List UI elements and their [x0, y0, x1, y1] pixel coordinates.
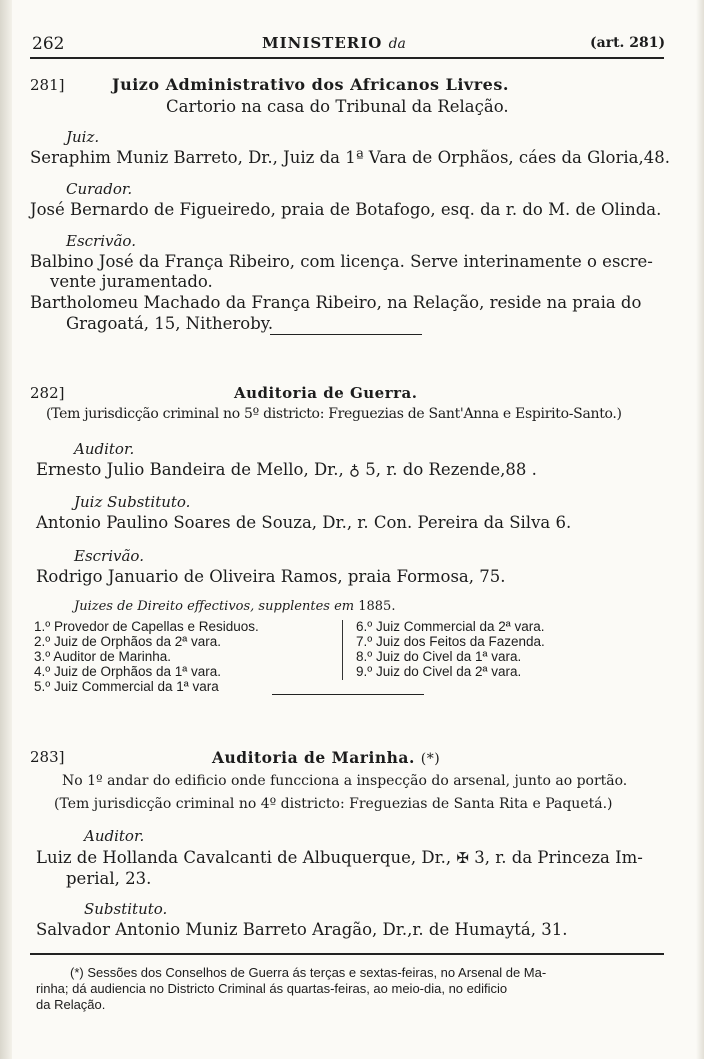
auditor-address-283: 3, r. da Princeza Im- [474, 848, 643, 867]
footnote-marker: (*) [420, 751, 441, 767]
escrivao-entry-2-line-2: Gragoatá, 15, Nitheroby. [66, 314, 274, 333]
role-auditor-label-282: Auditor. [74, 440, 135, 458]
footnote-separator [30, 953, 664, 955]
judges-list-heading [74, 600, 395, 613]
judges-left-item-4: 4.º Juiz de Orphãos da 1ª vara. [34, 664, 222, 679]
escrivao-entry-2-line-1: Bartholomeu Machado da França Ribeiro, na Relação, reside na praia do [30, 293, 642, 312]
judges-left-item-2: 2.º Juiz de Orphãos da 2ª vara. [34, 634, 222, 649]
judges-left-item-1: 1.º Provedor de Capellas e Residuos. [34, 619, 259, 634]
escrivao-entry-282: Rodrigo Januario de Oliveira Ramos, praia Formosa, 75. [36, 567, 506, 586]
header-rule [30, 57, 664, 59]
section-end-rule-281 [270, 334, 422, 335]
auditor-entry-283-line-1 [36, 850, 643, 867]
judges-left-item-5: 5.º Juiz Commercial da 1ª vara [34, 679, 219, 694]
substituto-entry-282: Antonio Paulino Soares de Souza, Dr., r. Con. Pereira da Silva 6. [36, 513, 572, 532]
section-title-282: Auditoria de Guerra. [234, 384, 418, 402]
curador-entry: José Bernardo de Figueiredo, praia de Botafogo, esq. da r. do M. de Olinda. [30, 200, 662, 219]
list-column-separator [342, 620, 343, 680]
role-curador-label: Curador. [66, 180, 133, 198]
section-title-283 [212, 750, 440, 766]
scan-right-edge [696, 0, 704, 1059]
footnote-line-3: da Relação. [36, 997, 106, 1012]
role-substituto-label-282: Juiz Substituto. [74, 493, 191, 511]
judges-right-item-1: 6.º Juiz Commercial da 2ª vara. [356, 619, 545, 634]
cross-decoration-icon: ✠ [456, 849, 469, 867]
judges-right-item-4: 9.º Juiz do Civel da 2ª vara. [356, 664, 522, 679]
role-escrivao-label-282: Escrivão. [74, 547, 144, 565]
juiz-entry: Seraphim Muniz Barreto, Dr., Juiz da 1ª Vara de Orphãos, cáes da Gloria,48. [30, 148, 670, 167]
auditor-name-283: Luiz de Hollanda Cavalcanti de Albuquerque, Dr., [36, 848, 452, 867]
footnote-line-2: rinha; dá audiencia no Districto Criminal ás quartas-feiras, ao meio-dia, no edificio [36, 981, 508, 996]
article-reference: (art. 281) [590, 35, 666, 51]
judges-list-heading-text: Juizes de Direito effectivos, supplentes em [74, 599, 355, 614]
judges-left-item-3: 3.º Auditor de Marinha. [34, 649, 172, 664]
role-auditor-label-283: Auditor. [84, 827, 145, 845]
order-decoration-icon: ♁ [349, 461, 360, 479]
jurisdiction-283: (Tem jurisdicção criminal no 4º districto: Freguezias de Santa Rita e Paquetá.) [54, 796, 613, 812]
section-title-283-text: Auditoria de Marinha. [212, 748, 415, 767]
scan-left-edge [0, 0, 12, 1059]
section-subtitle-281: Cartorio na casa do Tribunal da Relação. [166, 97, 509, 116]
section-end-rule-282 [272, 694, 424, 695]
role-substituto-label-283: Substituto. [84, 900, 168, 918]
role-escrivao-label: Escrivão. [66, 232, 136, 250]
substituto-entry-283: Salvador Antonio Muniz Barreto Aragão, Dr.,r. de Humaytá, 31. [36, 920, 568, 939]
running-title [262, 36, 406, 51]
section-number-282: 282] [30, 384, 65, 402]
jurisdiction-282: (Tem jurisdicção criminal no 5º districto: Freguezias de Sant'Anna e Espirito-Santo.) [46, 406, 622, 422]
page-number: 262 [32, 34, 65, 54]
footnote-line-1: (*) Sessões dos Conselhos de Guerra ás terças e sextas-feiras, no Arsenal de Ma- [70, 965, 547, 980]
location-283: No 1º andar do edificio onde funcciona a inspecção do arsenal, junto ao portão. [62, 773, 628, 789]
running-title-main: MINISTERIO [262, 34, 383, 52]
role-juiz-label: Juiz. [66, 128, 100, 146]
auditor-name-282: Ernesto Julio Bandeira de Mello, Dr., [36, 460, 344, 479]
section-number-281: 281] [30, 76, 65, 94]
judges-right-item-2: 7.º Juiz dos Feitos da Fazenda. [356, 634, 545, 649]
section-number-283: 283] [30, 748, 65, 766]
judges-right-item-3: 8.º Juiz do Civel da 1ª vara. [356, 649, 522, 664]
section-title-281: Juizo Administrativo dos Africanos Livres. [112, 75, 509, 94]
auditor-entry-282 [36, 462, 537, 479]
escrivao-entry-1-line-1: Balbino José da França Ribeiro, com licença. Serve interinamente o escre- [30, 252, 653, 271]
running-title-suffix: da [388, 36, 406, 52]
escrivao-entry-1-line-2: vente juramentado. [50, 272, 213, 291]
auditor-address-282: 5, r. do Rezende,88 . [365, 460, 537, 479]
judges-list-year: 1885. [358, 599, 396, 614]
auditor-entry-283-line-2: perial, 23. [66, 869, 152, 888]
